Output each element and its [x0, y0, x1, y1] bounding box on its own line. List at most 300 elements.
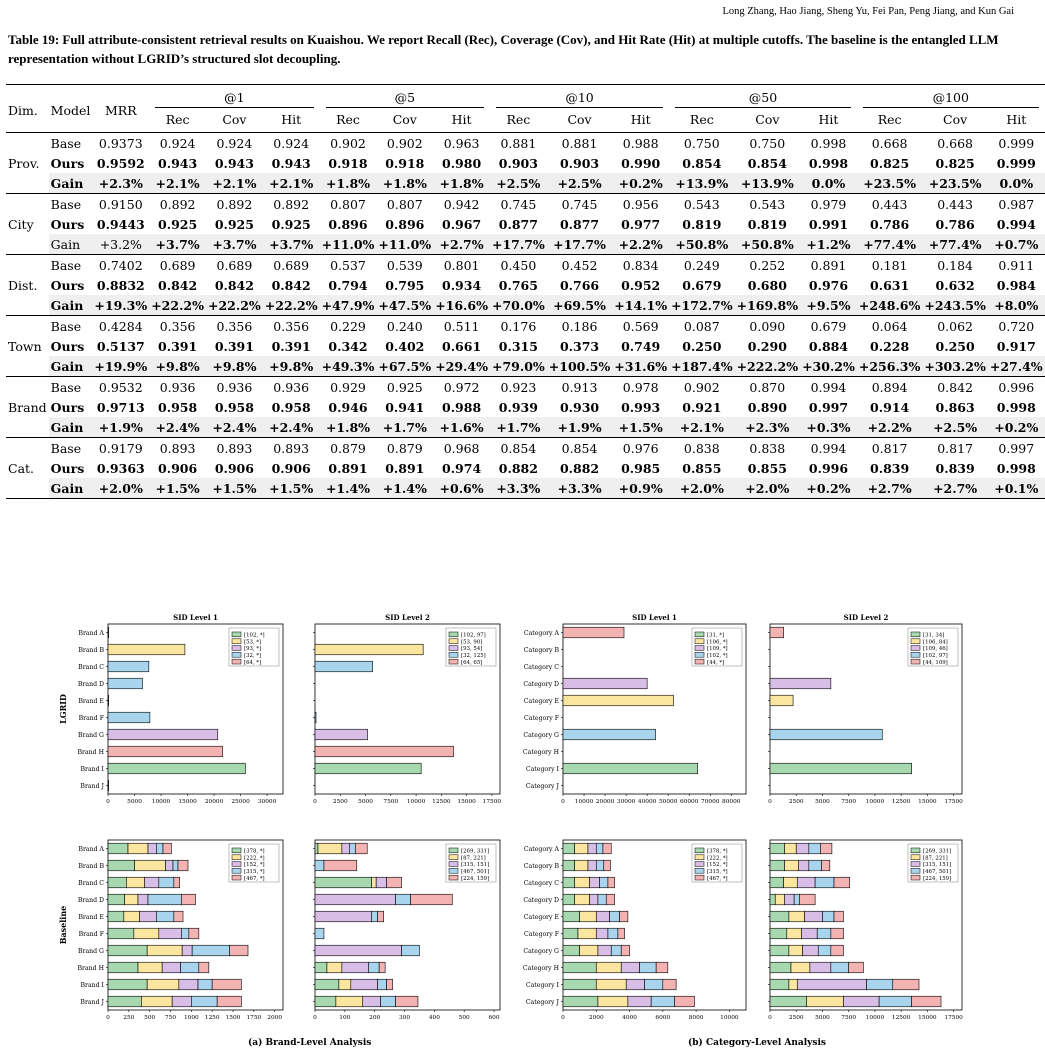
- legend-swatch: [911, 875, 920, 880]
- panel-title: SID Level 1: [632, 613, 677, 622]
- bar-segment: [893, 979, 919, 990]
- bar-segment: [563, 877, 575, 888]
- bar-segment: [156, 911, 174, 922]
- bar-segment: [387, 979, 393, 990]
- legend-label: [93, 54]: [461, 646, 483, 653]
- legend-label: [44, *]: [707, 659, 725, 666]
- bar-segment: [879, 996, 912, 1007]
- value-cell: 0.958: [271, 399, 311, 415]
- x-tick-label: 500: [458, 1015, 470, 1021]
- value-cell: +69.5%: [547, 295, 613, 316]
- value-cell: 0.632: [935, 277, 975, 293]
- value-cell: 0.881: [500, 135, 537, 151]
- value-cell: 0.356: [216, 318, 253, 334]
- bar-segment: [363, 996, 381, 1007]
- x-tick-label: 2000: [267, 1015, 283, 1021]
- category-label: Category E: [523, 698, 559, 705]
- chart-panel: [77, 613, 283, 805]
- value-cell: 0.902: [330, 135, 366, 151]
- value-cell: 0.993: [621, 399, 661, 415]
- bar-segment: [174, 877, 180, 888]
- dim-label: [6, 316, 49, 337]
- value-cell: 0.997: [808, 399, 849, 415]
- bar-segment: [797, 877, 815, 888]
- value-cell: +2.1%: [206, 173, 263, 194]
- value-cell: +169.8%: [735, 295, 801, 316]
- category-label: Category C: [523, 664, 559, 671]
- value-cell: 0.994: [810, 440, 847, 456]
- value-cell: 0.402: [385, 338, 425, 354]
- legend-label: [102, *]: [244, 632, 265, 639]
- table-row: [6, 133, 1045, 154]
- x-tick-label: 600: [488, 1015, 500, 1021]
- dim-label: [6, 234, 49, 255]
- chart-panel: [523, 613, 746, 805]
- bar-segment: [379, 962, 385, 973]
- value-cell: +172.7%: [669, 295, 735, 316]
- bar-segment: [797, 979, 866, 990]
- bar-segment: [563, 843, 575, 854]
- value-cell: 0.893: [216, 440, 253, 456]
- bar: [770, 678, 831, 689]
- legend-swatch: [232, 632, 241, 637]
- bar-segment: [789, 945, 803, 956]
- value-cell: 0.373: [559, 338, 600, 354]
- value-cell: 0.9373: [98, 135, 143, 151]
- value-cell: +2.5%: [922, 417, 988, 438]
- legend-label: [467, *]: [707, 875, 728, 882]
- value-cell: +0.3%: [800, 417, 857, 438]
- bar-segment: [179, 979, 198, 990]
- bar-segment: [315, 996, 336, 1007]
- x-tick-label: 7500: [383, 799, 399, 805]
- value-cell: 0.891: [328, 460, 368, 476]
- value-cell: +9.8%: [263, 356, 320, 377]
- value-cell: +0.7%: [988, 234, 1045, 255]
- bar-segment: [563, 945, 580, 956]
- table-row: [6, 194, 1045, 215]
- bar: [563, 695, 673, 706]
- value-cell: +30.2%: [800, 356, 857, 377]
- bar-segment: [372, 877, 376, 888]
- x-tick-label: 10000: [865, 799, 885, 805]
- value-cell: 0.998: [808, 155, 849, 171]
- subcaption-brand: (a) Brand-Level Analysis: [248, 1038, 372, 1048]
- value-cell: +17.7%: [490, 234, 547, 255]
- category-label: Brand A: [78, 846, 104, 853]
- value-cell: 0.794: [328, 277, 368, 293]
- legend-label: [315, 151]: [461, 862, 490, 869]
- value-cell: +50.8%: [735, 234, 801, 255]
- value-cell: 0.978: [622, 379, 659, 395]
- value-cell: 0.250: [935, 338, 975, 354]
- legend-label: [93, *]: [244, 646, 262, 653]
- bar-segment: [785, 843, 797, 854]
- legend-swatch: [232, 646, 241, 651]
- category-label: Brand H: [77, 749, 104, 756]
- value-cell: 0.252: [749, 257, 786, 273]
- legend-swatch: [695, 848, 704, 853]
- bar-segment: [315, 962, 327, 973]
- legend-swatch: [232, 659, 241, 664]
- legend-label: [224, 159]: [923, 875, 952, 882]
- value-cell: +2.2%: [612, 234, 669, 255]
- legend-swatch: [449, 632, 458, 637]
- metric-header: Cov: [755, 111, 780, 127]
- legend-label: [64, *]: [244, 659, 262, 666]
- value-cell: 0.631: [870, 277, 910, 293]
- bar-segment: [166, 860, 174, 871]
- value-cell: +2.0%: [735, 478, 801, 499]
- bar: [315, 661, 373, 672]
- value-cell: +1.8%: [320, 417, 377, 438]
- bar-segment: [831, 945, 844, 956]
- x-tick-label: 0: [768, 799, 772, 805]
- legend-label: [467, 501]: [461, 869, 490, 875]
- results-table: [6, 84, 1045, 499]
- value-cell: 0.902: [683, 379, 720, 395]
- value-cell: +50.8%: [669, 234, 735, 255]
- value-cell: 0.914: [870, 399, 910, 415]
- legend-label: [224, 159]: [461, 875, 490, 882]
- panel-title: SID Level 2: [843, 613, 889, 622]
- x-tick-label: 80000: [722, 799, 741, 805]
- bar-segment: [378, 911, 384, 922]
- table-row: [6, 356, 1045, 377]
- bar-segment: [608, 877, 615, 888]
- value-cell: +1.4%: [376, 478, 433, 499]
- category-label: Category H: [522, 965, 559, 972]
- value-cell: +2.4%: [206, 417, 263, 438]
- value-cell: +3.3%: [547, 478, 613, 499]
- legend-label: [31, 34]: [923, 632, 945, 639]
- subcaption-category: (b) Category-Level Analysis: [688, 1038, 826, 1048]
- value-cell: 0.863: [935, 399, 975, 415]
- bar-segment: [626, 979, 644, 990]
- legend-swatch: [232, 868, 241, 873]
- value-cell: +8.0%: [988, 295, 1045, 316]
- bar-segment: [674, 996, 694, 1007]
- bar-segment: [174, 911, 183, 922]
- legend-swatch: [449, 659, 458, 664]
- value-cell: 0.064: [871, 318, 908, 334]
- x-tick-label: 0: [561, 1015, 565, 1021]
- value-cell: +9.5%: [800, 295, 857, 316]
- bar: [315, 712, 316, 723]
- bar-segment: [396, 894, 411, 905]
- category-label: Brand G: [77, 948, 104, 955]
- value-cell: 0.9150: [98, 196, 143, 212]
- value-cell: 0.786: [870, 216, 910, 232]
- value-cell: 0.943: [158, 155, 198, 171]
- value-cell: 0.999: [998, 135, 1035, 151]
- bar-segment: [770, 911, 789, 922]
- x-tick-label: 70000: [701, 799, 720, 805]
- legend-swatch: [695, 862, 704, 867]
- value-cell: 0.894: [871, 379, 908, 395]
- legend-swatch: [232, 862, 241, 867]
- value-cell: 0.842: [158, 277, 198, 293]
- x-tick-label: 12500: [432, 799, 451, 805]
- value-cell: +303.2%: [922, 356, 988, 377]
- value-cell: 0.991: [808, 216, 849, 232]
- bar-segment: [189, 928, 199, 939]
- value-cell: 0.539: [386, 257, 423, 273]
- value-cell: 0.985: [621, 460, 661, 476]
- value-cell: +77.4%: [857, 234, 923, 255]
- value-cell: 0.750: [749, 135, 786, 151]
- bar-segment: [181, 928, 189, 939]
- bar: [563, 729, 656, 740]
- bar-segment: [327, 962, 342, 973]
- legend-label: [152, *]: [707, 862, 728, 869]
- bar-segment: [159, 928, 182, 939]
- value-cell: +79.0%: [490, 356, 547, 377]
- value-cell: +31.6%: [612, 356, 669, 377]
- value-cell: +187.4%: [669, 356, 735, 377]
- bar: [770, 695, 793, 706]
- value-cell: 0.4284: [98, 318, 143, 334]
- value-cell: 0.062: [937, 318, 974, 334]
- value-cell: 0.968: [443, 440, 480, 456]
- bar-segment: [789, 911, 805, 922]
- value-cell: 0.943: [214, 155, 254, 171]
- bar-segment: [603, 843, 611, 854]
- bar-segment: [349, 843, 355, 854]
- value-cell: 0.988: [622, 135, 659, 151]
- value-cell: 0.229: [330, 318, 366, 334]
- header-mrr: MRR: [104, 103, 137, 118]
- value-cell: 0.825: [870, 155, 910, 171]
- legend-label: [106, 84]: [923, 639, 948, 646]
- value-cell: 0.936: [159, 379, 196, 395]
- bar-segment: [849, 962, 864, 973]
- value-cell: 0.356: [273, 318, 310, 334]
- metric-header: Rec: [165, 111, 190, 127]
- bar-segment: [198, 979, 212, 990]
- category-label: Brand C: [78, 664, 104, 671]
- value-cell: +100.5%: [547, 356, 613, 377]
- value-cell: +77.4%: [922, 234, 988, 255]
- category-label: Brand B: [78, 863, 104, 870]
- cutoff-label: @50: [675, 90, 851, 108]
- value-cell: 0.801: [443, 257, 480, 273]
- bar-segment: [315, 979, 339, 990]
- x-tick-label: 0: [106, 1015, 110, 1021]
- value-cell: 0.896: [385, 216, 425, 232]
- bar-segment: [181, 962, 199, 973]
- bar-segment: [770, 996, 807, 1007]
- bar-segment: [640, 962, 657, 973]
- value-cell: +11.0%: [376, 234, 433, 255]
- value-cell: 0.925: [271, 216, 311, 232]
- legend-swatch: [911, 646, 920, 651]
- legend-label: [32, *]: [244, 653, 262, 659]
- value-cell: 0.958: [158, 399, 198, 415]
- bar-segment: [600, 877, 608, 888]
- value-cell: 0.9179: [98, 440, 143, 456]
- value-cell: 0.976: [622, 440, 659, 456]
- table-row: [6, 316, 1045, 337]
- category-label: Category I: [525, 766, 559, 773]
- value-cell: +0.1%: [988, 478, 1045, 499]
- value-cell: +47.9%: [320, 295, 377, 316]
- bar-segment: [596, 843, 603, 854]
- value-cell: 0.998: [996, 399, 1036, 415]
- legend-label: [222, *]: [707, 855, 728, 862]
- bar-segment: [810, 962, 831, 973]
- legend-swatch: [232, 855, 241, 860]
- bar-segment: [596, 928, 608, 939]
- value-cell: 0.990: [621, 155, 661, 171]
- value-cell: +16.6%: [433, 295, 490, 316]
- value-cell: 0.250: [682, 338, 722, 354]
- legend-label: [44, 109]: [923, 659, 948, 666]
- value-cell: 0.892: [273, 196, 310, 212]
- bar-segment: [912, 996, 941, 1007]
- bar-segment: [610, 911, 620, 922]
- value-cell: 0.689: [273, 257, 310, 273]
- bar-segment: [135, 860, 166, 871]
- bar-segment: [381, 996, 396, 1007]
- value-cell: +243.5%: [922, 295, 988, 316]
- value-cell: 0.9363: [96, 460, 145, 476]
- category-label: Category A: [523, 846, 559, 853]
- bar-segment: [336, 996, 363, 1007]
- value-cell: 0.987: [998, 196, 1035, 212]
- value-cell: +2.0%: [92, 478, 149, 499]
- legend-label: [87, 221]: [461, 855, 486, 862]
- bar-segment: [789, 979, 797, 990]
- legend-swatch: [232, 639, 241, 644]
- bar-segment: [563, 996, 598, 1007]
- table-row: [6, 397, 1045, 417]
- value-cell: 0.786: [935, 216, 975, 232]
- value-cell: +67.5%: [376, 356, 433, 377]
- bar-segment: [588, 843, 596, 854]
- value-cell: 0.819: [682, 216, 722, 232]
- bar-segment: [351, 979, 378, 990]
- legend-label: [269, 331]: [923, 848, 952, 855]
- x-tick-label: 17500: [944, 1015, 963, 1021]
- dim-label: Prov.: [8, 155, 40, 171]
- category-label: Category G: [523, 948, 559, 955]
- value-cell: +2.2%: [857, 417, 923, 438]
- value-cell: 0.918: [385, 155, 425, 171]
- bar-segment: [108, 843, 128, 854]
- value-cell: 0.903: [498, 155, 538, 171]
- value-cell: 0.766: [559, 277, 600, 293]
- bar: [108, 695, 109, 706]
- value-cell: 0.543: [749, 196, 786, 212]
- legend-swatch: [449, 868, 458, 873]
- value-cell: 0.838: [683, 440, 720, 456]
- value-cell: 0.903: [559, 155, 600, 171]
- bar-segment: [563, 894, 575, 905]
- bar-segment: [834, 877, 850, 888]
- value-cell: 0.917: [996, 338, 1036, 354]
- dim-label: [6, 295, 49, 316]
- category-label: Category G: [523, 732, 559, 739]
- value-cell: +248.6%: [857, 295, 923, 316]
- model-label: Ours: [50, 277, 85, 293]
- legend-label: [467, 501]: [923, 869, 952, 875]
- bar-segment: [809, 843, 821, 854]
- model-label: Ours: [50, 155, 85, 171]
- dim-label: [6, 133, 49, 154]
- value-cell: +1.8%: [433, 173, 490, 194]
- value-cell: 0.825: [935, 155, 975, 171]
- value-cell: 0.943: [271, 155, 311, 171]
- value-cell: 0.934: [442, 277, 482, 293]
- bar-segment: [108, 979, 147, 990]
- bar: [770, 763, 912, 774]
- table-row: [6, 173, 1045, 194]
- bar-segment: [770, 979, 789, 990]
- bar-segment: [108, 877, 126, 888]
- bar-segment: [818, 945, 831, 956]
- legend-swatch: [911, 659, 920, 664]
- x-tick-label: 15000: [918, 799, 937, 805]
- category-label: Brand G: [77, 732, 104, 739]
- bar: [108, 644, 185, 655]
- x-tick-label: 750: [164, 1015, 177, 1021]
- value-cell: 0.854: [500, 440, 537, 456]
- value-cell: 0.689: [216, 257, 253, 273]
- x-tick-label: 0: [106, 799, 110, 805]
- value-cell: 0.994: [996, 216, 1036, 232]
- value-cell: 0.892: [159, 196, 196, 212]
- legend-swatch: [449, 639, 458, 644]
- value-cell: 0.967: [442, 216, 482, 232]
- metric-header: Hit: [1006, 111, 1027, 127]
- category-label: Category B: [523, 863, 559, 870]
- table-row: [6, 214, 1045, 234]
- x-tick-label: 40000: [637, 799, 657, 805]
- table-row: [6, 438, 1045, 459]
- bar-segment: [134, 928, 159, 939]
- x-tick-label: 12500: [891, 1015, 911, 1021]
- value-cell: 0.839: [935, 460, 975, 476]
- category-label: Category J: [525, 783, 559, 790]
- value-cell: +1.5%: [206, 478, 263, 499]
- value-cell: 0.090: [749, 318, 786, 334]
- bar-segment: [604, 860, 611, 871]
- legend-swatch: [695, 868, 704, 873]
- bar-segment: [787, 928, 802, 939]
- dim-label: [6, 478, 49, 499]
- x-tick-label: 5000: [358, 799, 373, 805]
- value-cell: 0.925: [386, 379, 423, 395]
- bar-segment: [831, 928, 844, 939]
- model-label: Gain: [49, 295, 93, 316]
- bar-segment: [575, 843, 588, 854]
- value-cell: 0.0%: [800, 173, 857, 194]
- bar-segment: [834, 911, 843, 922]
- value-cell: +49.3%: [320, 356, 377, 377]
- value-cell: 0.963: [443, 135, 480, 151]
- value-cell: 0.854: [747, 155, 787, 171]
- bar-segment: [148, 894, 181, 905]
- table-row: [6, 275, 1045, 295]
- value-cell: 0.443: [937, 196, 974, 212]
- legend-label: [53, 90]: [461, 639, 483, 646]
- value-cell: 0.906: [271, 460, 311, 476]
- value-cell: 0.0%: [988, 173, 1045, 194]
- value-cell: 0.956: [622, 196, 659, 212]
- legend-swatch: [695, 659, 704, 664]
- legend-label: [222, *]: [244, 855, 265, 862]
